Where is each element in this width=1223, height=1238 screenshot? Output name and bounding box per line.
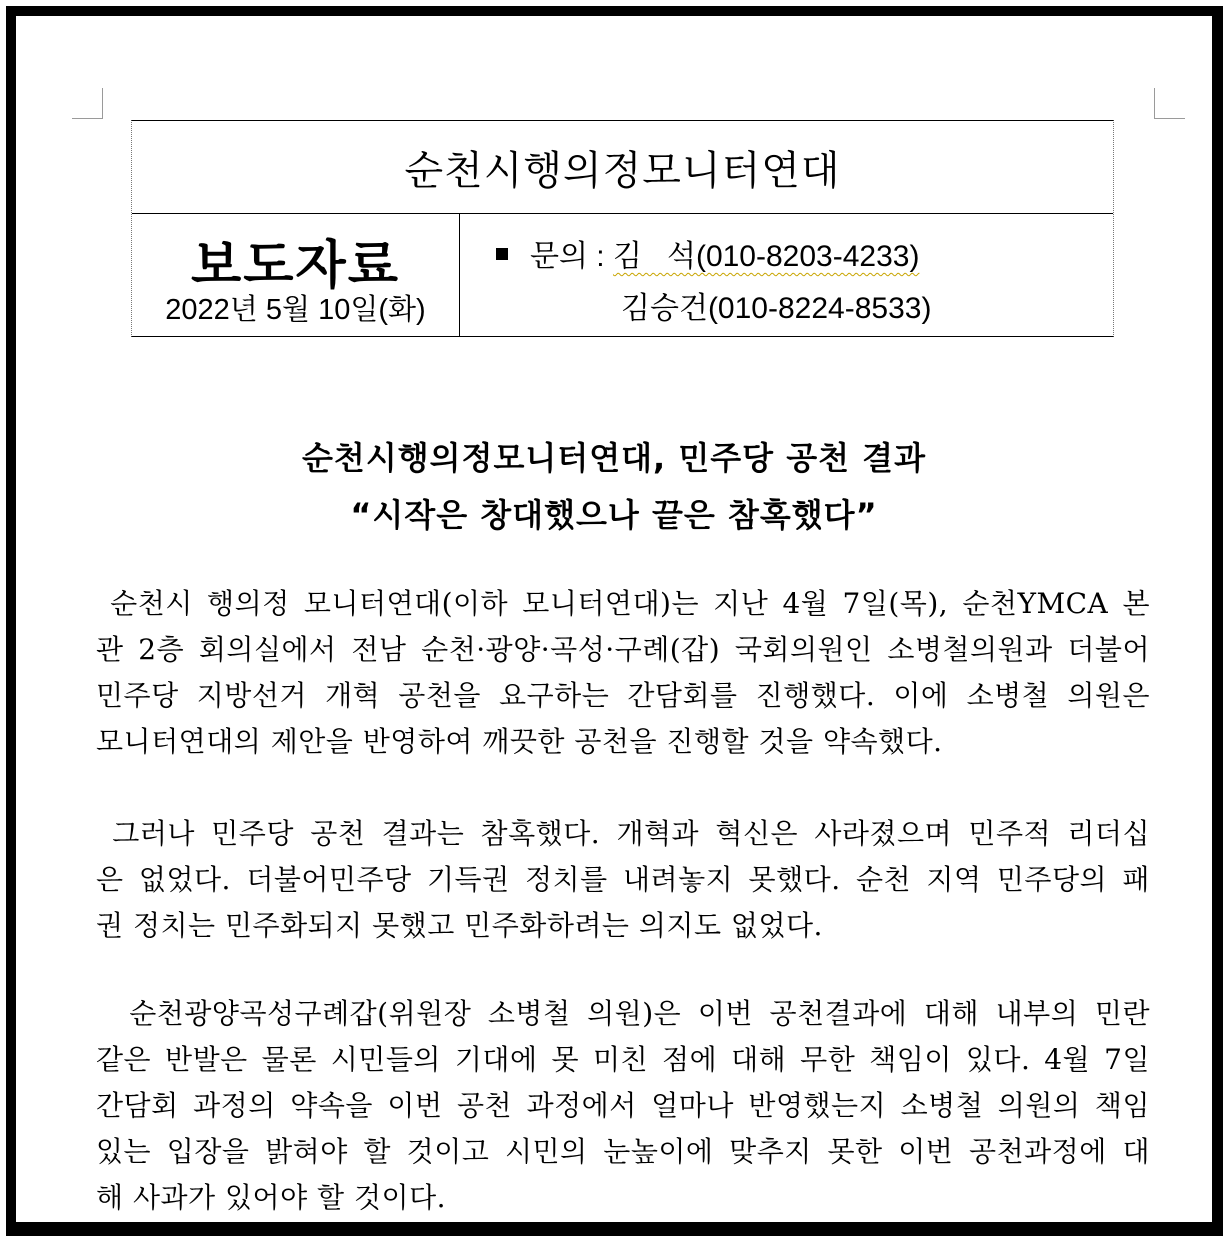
contact-cell bbox=[460, 213, 1114, 337]
paragraph-line: 간담회 과정의 약속을 이번 공천 과정에서 얼마나 반영했는지 소병철 의원의 책임 bbox=[96, 1089, 1150, 1122]
paragraph-line: 모니터연대의 제안을 반영하여 깨끗한 공천을 진행할 것을 약속했다. bbox=[96, 725, 943, 758]
contact-person-2: 김승건(010-8224-8533) bbox=[621, 292, 932, 325]
paragraph-line: 같은 반발은 물론 시민들의 기대에 못 미친 점에 대해 무한 책임이 있다. 4월 7일 bbox=[96, 1043, 1150, 1076]
square-bullet-icon bbox=[496, 248, 508, 260]
organization-title: 순천시행의정모니터연대 bbox=[132, 121, 1113, 214]
paragraph-line: 은 없었다. 더불어민주당 기득권 정치를 내려놓지 못했다. 순천 지역 민주당의 패 bbox=[96, 863, 1150, 896]
press-release-date: 2022년 5월 10일(화) bbox=[165, 294, 426, 326]
contact-person-1: 김 석(010-8203-4233) bbox=[612, 240, 920, 273]
paragraph-line: 있는 입장을 밝혀야 할 것이고 시민의 눈높이에 맞추지 못한 이번 공천과정에 대 bbox=[96, 1135, 1150, 1168]
paragraph-line: 관 2층 회의실에서 전남 순천·광양·곡성·구례(갑) 국회의원인 소병철의원과 더불어 bbox=[96, 633, 1150, 666]
paragraph-line: 권 정치는 민주화되지 못했고 민주화하려는 의지도 없었다. bbox=[96, 909, 823, 942]
crop-mark-top-right bbox=[1154, 88, 1185, 119]
paragraph-line: 순천시 행의정 모니터연대(이하 모니터연대)는 지난 4월 7일(목), 순천YMCA 본 bbox=[96, 587, 1150, 620]
paragraph-line: 해 사과가 있어야 할 것이다. bbox=[96, 1181, 447, 1214]
paragraph-3 bbox=[96, 991, 1150, 1221]
contact-row-2 bbox=[621, 283, 931, 327]
paragraph-line: 그러나 민주당 공천 결과는 참혹했다. 개혁과 혁신은 사라졌으며 민주적 리더십 bbox=[96, 817, 1150, 850]
paragraph-line: 순천광양곡성구례갑(위원장 소병철 의원)은 이번 공천결과에 대해 내부의 민란 bbox=[96, 997, 1150, 1030]
paragraph-line: 민주당 지방선거 개혁 공천을 요구하는 간담회를 진행했다. 이에 소병철 의원은 bbox=[96, 679, 1150, 712]
headline-line-2: “시작은 창대했으나 끝은 참혹했다” bbox=[350, 496, 878, 534]
paragraph-2 bbox=[96, 811, 1150, 949]
press-release-label: 보도자료 bbox=[191, 236, 400, 296]
contact-label: 문의 : bbox=[530, 240, 605, 273]
document-page bbox=[6, 6, 1223, 1236]
press-header-table bbox=[131, 120, 1114, 337]
headline-line-1: 순천시행의정모니터연대, 민주당 공천 결과 bbox=[302, 439, 926, 477]
crop-mark-top-left bbox=[72, 88, 103, 119]
contact-row-1 bbox=[496, 231, 919, 275]
paragraph-1 bbox=[96, 581, 1150, 765]
press-release-cell bbox=[132, 213, 460, 337]
